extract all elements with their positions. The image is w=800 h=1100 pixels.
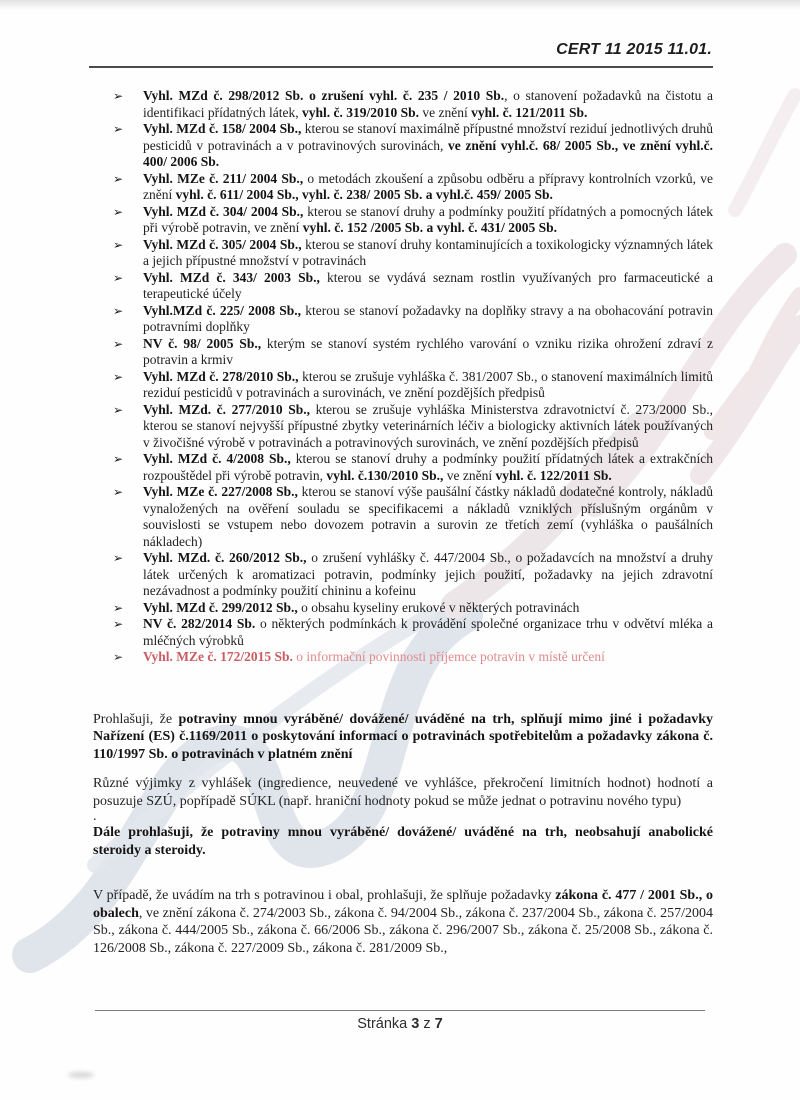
declaration-paragraph [93, 887, 713, 957]
regulation-item-text [143, 204, 713, 236]
text-run-bold: Dále prohlašuji, že potraviny mnou vyráběné/ dovážené/ uváděné na trh, neobsahují anabolické steroidy a steroidy. [93, 825, 713, 858]
regulation-item [93, 303, 713, 336]
arrow-bullet-icon: ➢ [113, 402, 124, 417]
text-run-bold: Vyhl. MZd č. 305/ 2004 Sb., [143, 236, 302, 252]
regulation-item-text [143, 121, 713, 169]
arrow-bullet-icon: ➢ [113, 369, 124, 384]
text-run: o zrušení vyhlášky č. 447/2004 Sb., o požadavcích na množství a druhy látek určených k aromatizaci potravin, podmínky jejich použití, požadavky na jejich zdravotní nezávadnost a podmínky použití chininu a kofeinu [143, 550, 713, 598]
text-run: o obsahu kyseliny erukové v některých potravinách [297, 599, 580, 615]
regulation-item-text [143, 270, 713, 302]
regulation-item-text [143, 484, 713, 549]
regulation-item-text [143, 649, 605, 664]
regulation-item [93, 600, 713, 617]
text-run-bold: Vyhl.MZd č. 225/ 2008 Sb., [143, 302, 302, 318]
declaration-paragraphs [93, 711, 713, 958]
text-run: kterou se stanoví požadavky na doplňky stravy a na obohacování potravin potravními doplňky [143, 302, 713, 334]
regulation-item [93, 88, 713, 121]
page-number [0, 1016, 800, 1032]
regulation-item-text [143, 237, 713, 269]
text-run-bold: Vyhl. MZe č. 227/2008 Sb., [143, 484, 298, 499]
text-run-bold: NV č. 282/2014 Sb. [143, 616, 256, 631]
regulation-item [93, 649, 713, 666]
text-run-bold: vyhl. č. 122/2011 Sb. [495, 467, 612, 483]
arrow-bullet-icon: ➢ [113, 204, 124, 219]
scan-smudge-artifact [68, 1072, 94, 1078]
text-run: kterou se stanoví druhy kontaminujících a toxikologicky významných látek a jejich přípustné množství v potravinách [143, 236, 713, 268]
text-run: kterým se stanoví systém rychlého varování o vzniku rizika ohrožení zdraví z potravin a krmiv [143, 335, 713, 367]
declaration-paragraph [93, 810, 713, 824]
text-run-bold: Vyhl. MZd. č. 277/2010 Sb., [143, 401, 310, 417]
text-run: Prohlašuji, že [93, 711, 179, 727]
text-run-bold: ve znění vyhl.č. 68/ 2005 Sb., ve znění vyhl.č. 400/ 2006 Sb. [143, 137, 713, 169]
regulation-item [93, 369, 713, 402]
regulation-item-text [143, 402, 713, 450]
document-body [93, 88, 713, 957]
text-run-bold: vyhl. č. 152 /2005 Sb. a vyhl. č. 431/ 2005 Sb. [302, 220, 557, 235]
regulation-list [93, 88, 713, 666]
text-run: kterou se vydává seznam rostlin využívaných pro farmaceutické a terapeutické účely [143, 269, 713, 301]
text-run: kterou se stanoví druhy a podmínky použití přídatných látek a extrakčních rozpouštědel při výrobě potravin, [143, 451, 713, 483]
arrow-bullet-icon: ➢ [113, 237, 124, 252]
text-run-bold: potraviny mnou vyráběné/ dovážené/ uváděné na trh, splňují mimo jiné i požadavky Nařízení (ES) č.1169/2011 o poskytování informací o potravinách spotřebitelům a požadavky zákona č. 110/1997 Sb. o potravinách v platném znění [93, 711, 713, 762]
text-run: . [93, 809, 97, 824]
regulation-item [93, 484, 713, 550]
page-number-current: 3 [411, 1016, 420, 1032]
text-run: o metodách zkoušení a způsobu odběru a přípravy kontrolních vzorků, ve znění [143, 170, 713, 202]
regulation-item-text [143, 336, 713, 368]
regulation-item-text [143, 616, 713, 648]
text-run: kterou se zrušuje vyhláška Ministerstva zdravotnictví č. 273/2000 Sb., kterou se stanoví nejvyšší přípustné zbytky veterinárních léčiv a biologicky aktivních látek používaných v živočišné výrobě v potravinách a potravinových surovinách, ve znění pozdějších předpisů [143, 401, 713, 450]
footer-rule [95, 1010, 705, 1011]
arrow-bullet-icon: ➢ [113, 122, 124, 136]
arrow-bullet-icon: ➢ [113, 551, 124, 565]
text-run: kterou se stanoví výše paušální částky nákladů dodatečné kontroly, nákladů vynaložených na ověření souladu se specifikacemi a nákladů vzniklých příslušným orgánům v souvislosti se vstupem nebo dovozem potravin a surovin ze třetích zemí (vyhláška o paušálních nákladech) [143, 484, 713, 549]
regulation-item [93, 121, 713, 171]
declaration-paragraph [93, 711, 713, 764]
declaration-paragraph [93, 775, 713, 810]
text-run-bold: NV č. 98/ 2005 Sb., [143, 335, 262, 351]
arrow-bullet-icon: ➢ [113, 336, 124, 351]
regulation-item [93, 270, 713, 303]
regulation-item-text [143, 369, 713, 401]
arrow-bullet-icon: ➢ [113, 171, 124, 186]
arrow-bullet-icon: ➢ [113, 452, 124, 466]
regulation-item-text [143, 88, 713, 120]
arrow-bullet-icon: ➢ [113, 650, 124, 664]
text-run: kterou se stanoví druhy a podmínky použití přídatných a pomocných látek při výrobě potravin, ve znění [143, 203, 713, 235]
regulation-item [93, 402, 713, 452]
text-run-bold: Vyhl. MZd. č. 260/2012 Sb., [143, 550, 307, 565]
regulation-item-text [143, 550, 713, 598]
text-run: Různé výjimky z vyhlášek (ingredience, neuvedené ve vyhlášce, překročení limitních hodnot) hodnotí a posuzuje SZÚ, popřípadě SÚKL (např. hraniční hodnoty pokud se může jednat o potravinu nového typu) [93, 776, 713, 809]
text-run-bold: Vyhl. MZd č. 298/2012 Sb. o zrušení vyhl. č. 235 / 2010 Sb. [143, 88, 505, 103]
text-run-bold: zákona č. 477 / 2001 Sb., o obalech [93, 888, 713, 921]
text-run-bold: vyhl. č. 319/2010 Sb. [301, 104, 419, 120]
text-run-bold: Vyhl. MZd č. 299/2012 Sb., [143, 599, 298, 615]
page-number-separator: z [423, 1016, 431, 1032]
regulation-item [93, 336, 713, 369]
regulation-item-text [143, 171, 713, 203]
text-run-bold: Vyhl. MZd č. 343/ 2003 Sb., [143, 269, 320, 285]
text-run-bold: Vyhl. MZd č. 304/ 2004 Sb., [143, 203, 304, 219]
regulation-item [93, 550, 713, 600]
arrow-bullet-icon: ➢ [113, 485, 124, 499]
scan-edge-artifact [0, 0, 800, 10]
arrow-bullet-icon: ➢ [113, 270, 124, 285]
regulation-item-text [143, 303, 713, 335]
regulation-item [93, 204, 713, 237]
text-run-bold: Vyhl. MZe č. 172/2015 Sb. [143, 649, 293, 664]
arrow-bullet-icon: ➢ [113, 600, 124, 615]
regulation-item [93, 616, 713, 649]
header-doc-code: CERT 11 2015 11.01. [556, 41, 712, 58]
text-run: ve znění [443, 467, 496, 483]
text-run: kterou se stanoví maximálně přípustné množství reziduí jednotlivých druhů pesticidů v potravinách a v potravinových surovinách, [143, 121, 713, 153]
text-run-bold: Vyhl. MZd č. 278/2010 Sb., [143, 368, 299, 384]
arrow-bullet-icon: ➢ [113, 89, 124, 103]
text-run-bold: Vyhl. MZd č. 158/ 2004 Sb., [143, 121, 302, 136]
text-run-bold: vyhl. č. 611/ 2004 Sb., vyhl. č. 238/ 2005 Sb. a vyhl.č. 459/ 2005 Sb. [175, 187, 553, 202]
header-rule [89, 66, 713, 68]
regulation-item [93, 237, 713, 270]
text-run: , o stanovení požadavků na čistotu a identifikaci přídatných látek, [143, 88, 714, 120]
regulation-item-text [143, 451, 713, 483]
text-run: o informační povinnosti příjemce potravin v místě určení [292, 649, 605, 664]
text-run-bold: vyhl. č. 121/2011 Sb. [471, 104, 588, 120]
text-run: , ve znění zákona č. 274/2003 Sb., zákona č. 94/2004 Sb., zákona č. 237/2004 Sb., zákona č. 257/2004 Sb., zákona č. 444/2005 Sb., zákona č. 66/2006 Sb., zákona č. 296/2007 Sb., zákona č. 25/2008 Sb., zákona č. 126/2008 Sb., zákona č. 227/2009 Sb., zákona č. 281/2009 Sb., [93, 905, 713, 956]
text-run-bold: vyhl. č.130/2010 Sb., [326, 467, 444, 483]
regulation-item [93, 451, 713, 484]
arrow-bullet-icon: ➢ [113, 617, 124, 631]
regulation-item-text [143, 600, 579, 615]
text-run: ve znění [418, 104, 472, 120]
page-number-total: 7 [434, 1016, 443, 1032]
text-run: V případě, že uvádím na trh s potravinou i obal, prohlašuji, že splňuje požadavky [93, 888, 556, 903]
regulation-item [93, 171, 713, 204]
text-run-bold: Vyhl. MZd č. 4/2008 Sb., [143, 451, 291, 466]
declaration-paragraph [93, 824, 713, 859]
arrow-bullet-icon: ➢ [113, 303, 124, 318]
text-run: kterou se zrušuje vyhláška č. 381/2007 Sb., o stanovení maximálních limitů reziduí pesticidů v potravinách a surovinách, ve znění pozdějších předpisů [143, 368, 713, 400]
page-number-prefix: Stránka [357, 1016, 408, 1032]
text-run: o některých podmínkách k provádění společné organizace trhu v odvětví mléka a mléčných výrobků [143, 616, 713, 648]
text-run-bold: Vyhl. MZe č. 211/ 2004 Sb., [143, 170, 304, 186]
